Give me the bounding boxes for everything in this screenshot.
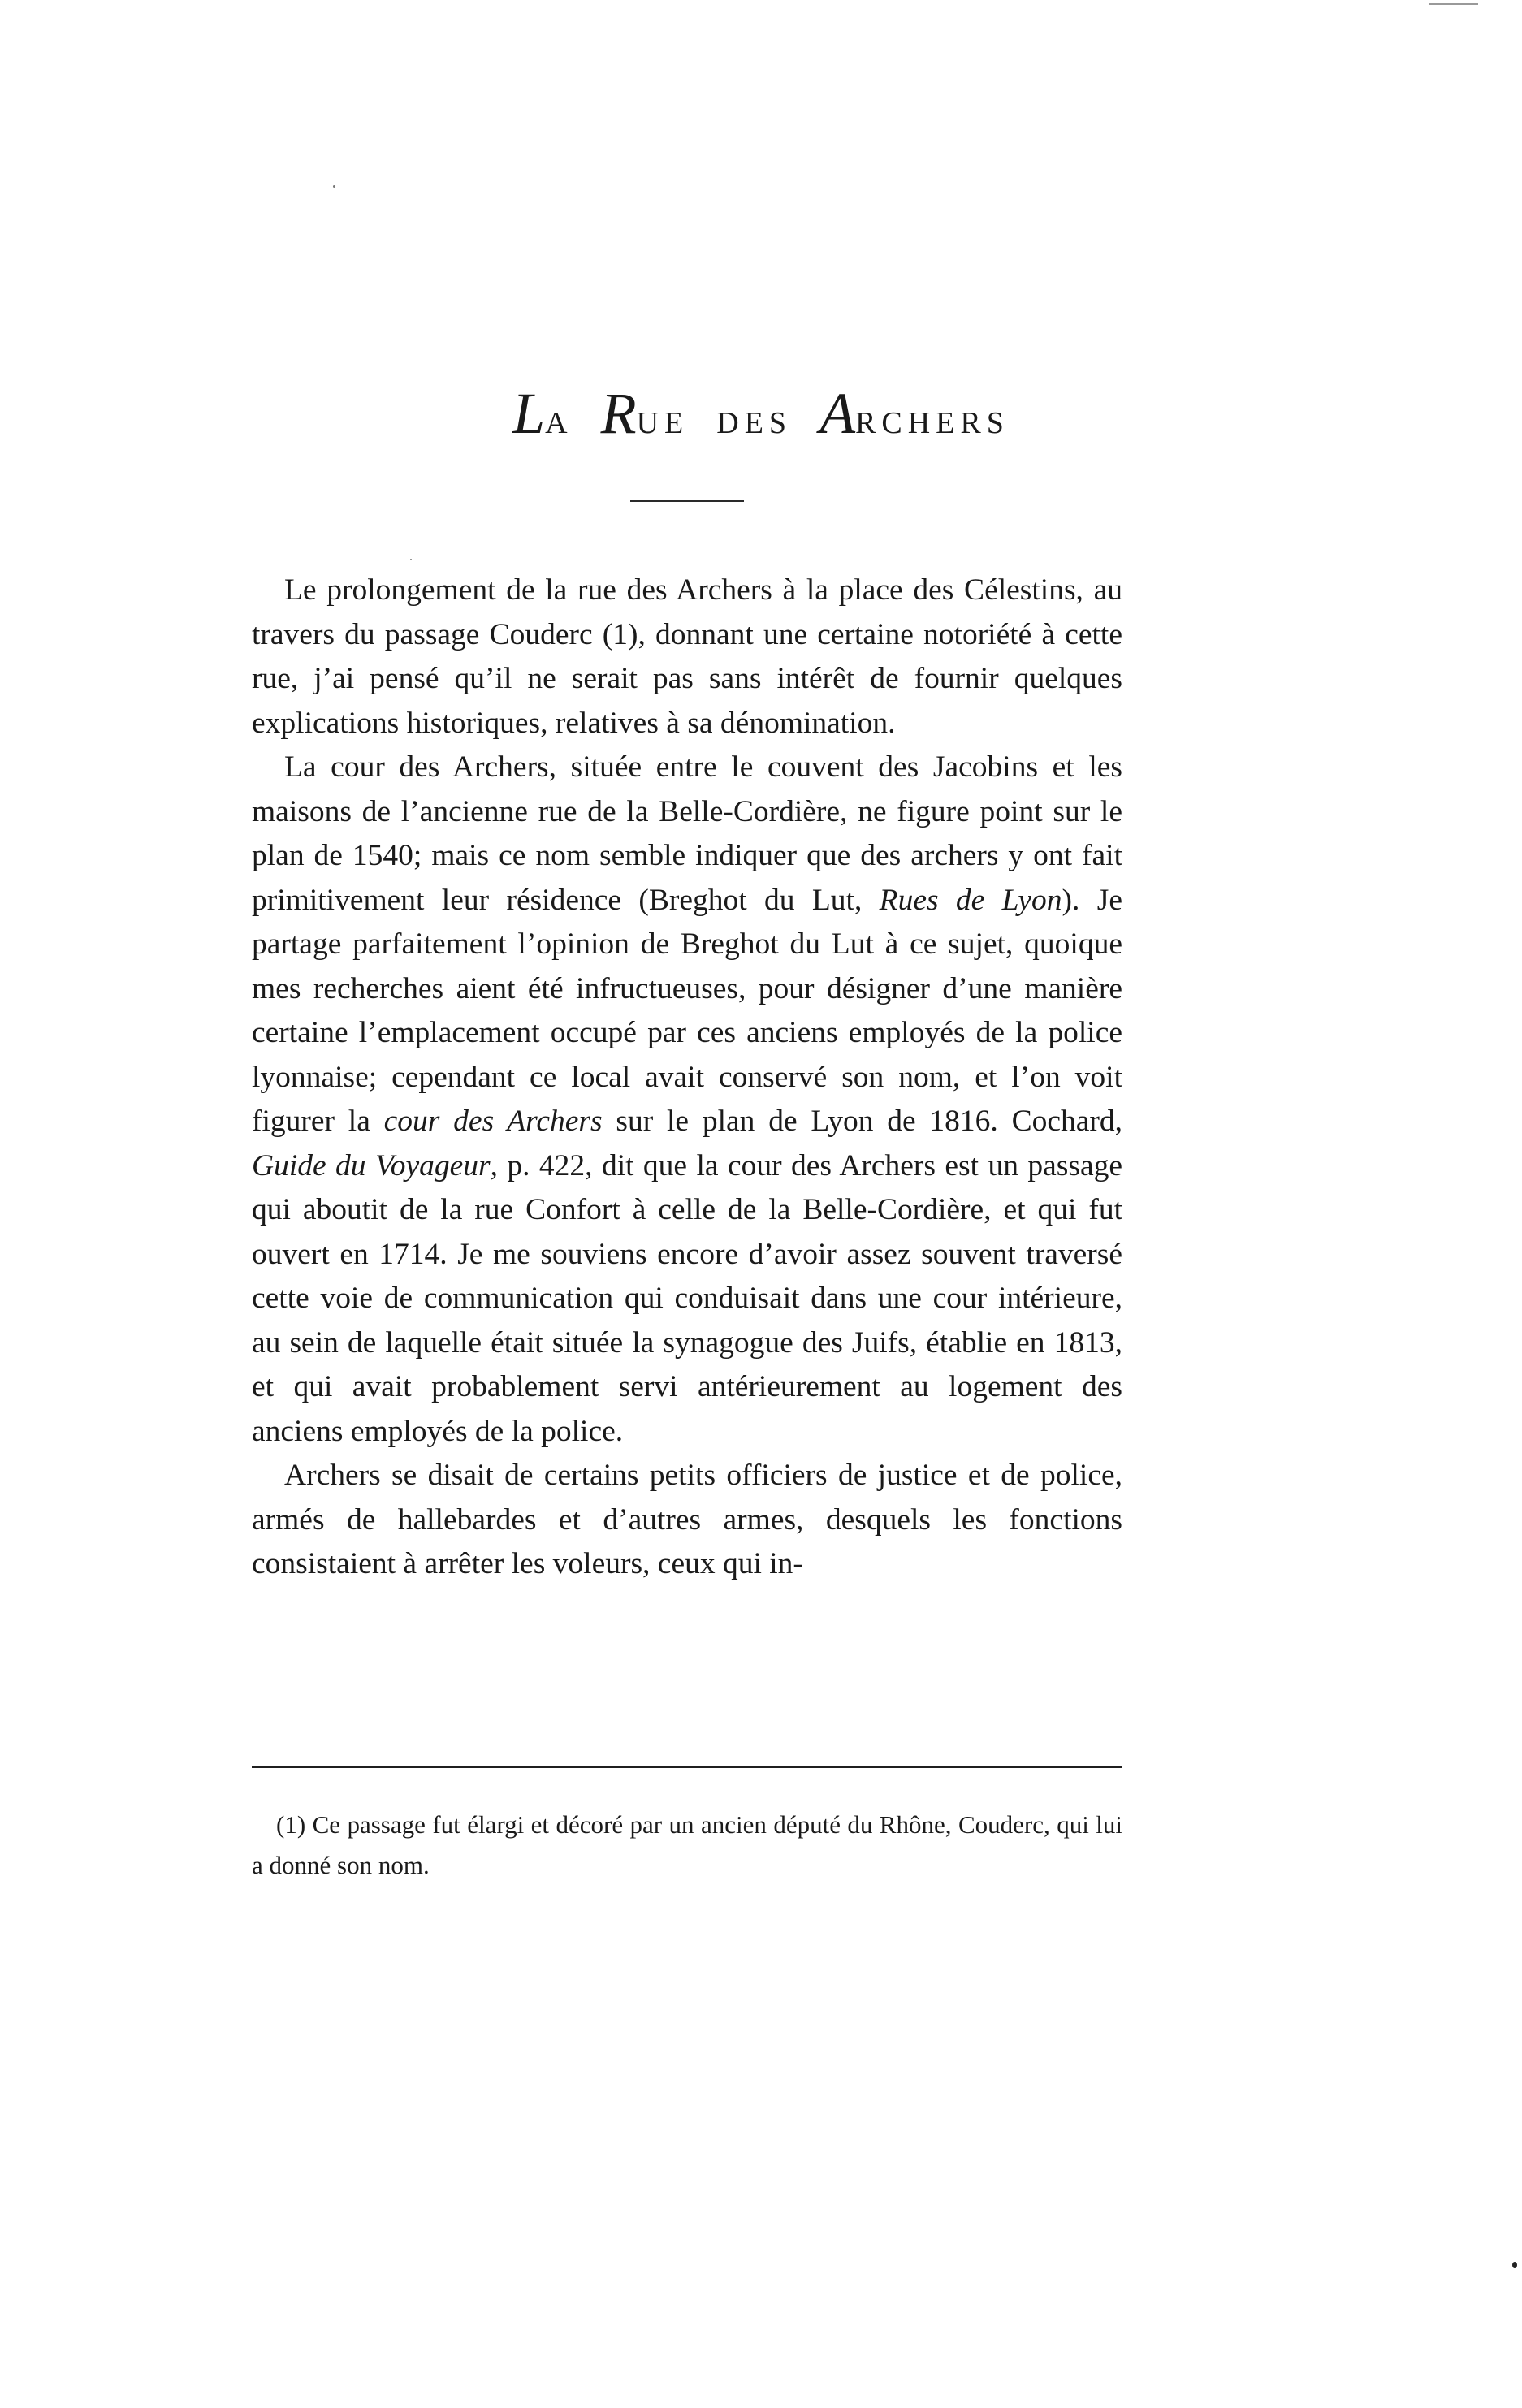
- title-word-la-rest: A: [545, 406, 573, 440]
- paragraph-1: [252, 568, 1122, 746]
- paragraph-3: [252, 1454, 1122, 1587]
- text-run: Le prolongement de la rue des Archers à la place des Célestins, au travers du passage Couderc (1), donnant une certaine notoriété à cette rue, j’ai pensé qu’il ne serait pas sans intérêt de fournir quelques explications historiques, relatives à sa dénomination.: [252, 573, 1122, 740]
- body-text: [252, 568, 1122, 1587]
- text-run: , p. 422, dit que la cour des Archers est un passage qui aboutit de la rue Confort à celle de la Belle-Cordière, et qui fut ouvert en 1714. Je me souviens encore d’avoir assez souvent traversé cette voie de communication qui conduisait dans une cour intérieure, au sein de laquelle était située la synagogue des Juifs, établie en 1813, et qui avait probablement servi antérieurement au logement des anciens employés de la police.: [252, 1148, 1122, 1448]
- title-word-archers-rest: RCHERS: [855, 406, 1010, 440]
- text-run: sur le plan de Lyon de 1816. Cochard,: [602, 1105, 1122, 1138]
- text-run: La cour des Archers, située entre le couvent des Jacobins et les maisons de l’ancienne rue de la Belle-Cordière, ne figure point sur le plan de 1540; mais ce nom semble indiquer que des archers y ont fait primitivement leur résidence (Breghot du Lut,: [252, 750, 1122, 917]
- title-initial-r: R: [600, 381, 637, 446]
- text-run: ). Je partage parfaitement l’opinion de Breghot du Lut à ce sujet, quoique mes recherches aient été infructueuses, pour désigner d’une manière certaine l’emplacement occupé par ces anciens employés de la police lyonnaise; cependant ce local avait conservé son nom, et l’on voit figurer la: [252, 883, 1122, 1138]
- paragraph-2: [252, 746, 1122, 1454]
- italic-title: Rues de Lyon: [879, 883, 1062, 917]
- text-run: Archers se disait de certains petits officiers de justice et de police, armés de hallebardes et d’autres armes, desquels les fonctions consistaient à arrêter les voleurs, ceux qui in-: [252, 1459, 1122, 1580]
- italic-title: Guide du Voyageur: [252, 1148, 491, 1182]
- title-initial-l: L: [512, 381, 546, 446]
- title-word-rue-rest: UE: [636, 406, 690, 440]
- italic-title: cour des Archers: [383, 1105, 603, 1138]
- title-rule: [630, 500, 744, 502]
- chapter-title: [0, 380, 1522, 447]
- title-initial-a: A: [819, 381, 856, 446]
- footnote-rule: [252, 1766, 1122, 1768]
- footnote: (1) Ce passage fut élargi et décoré par un ancien député du Rhône, Couderc, qui lui a donné son nom.: [252, 1810, 1122, 1879]
- title-word-des: DES: [716, 406, 793, 440]
